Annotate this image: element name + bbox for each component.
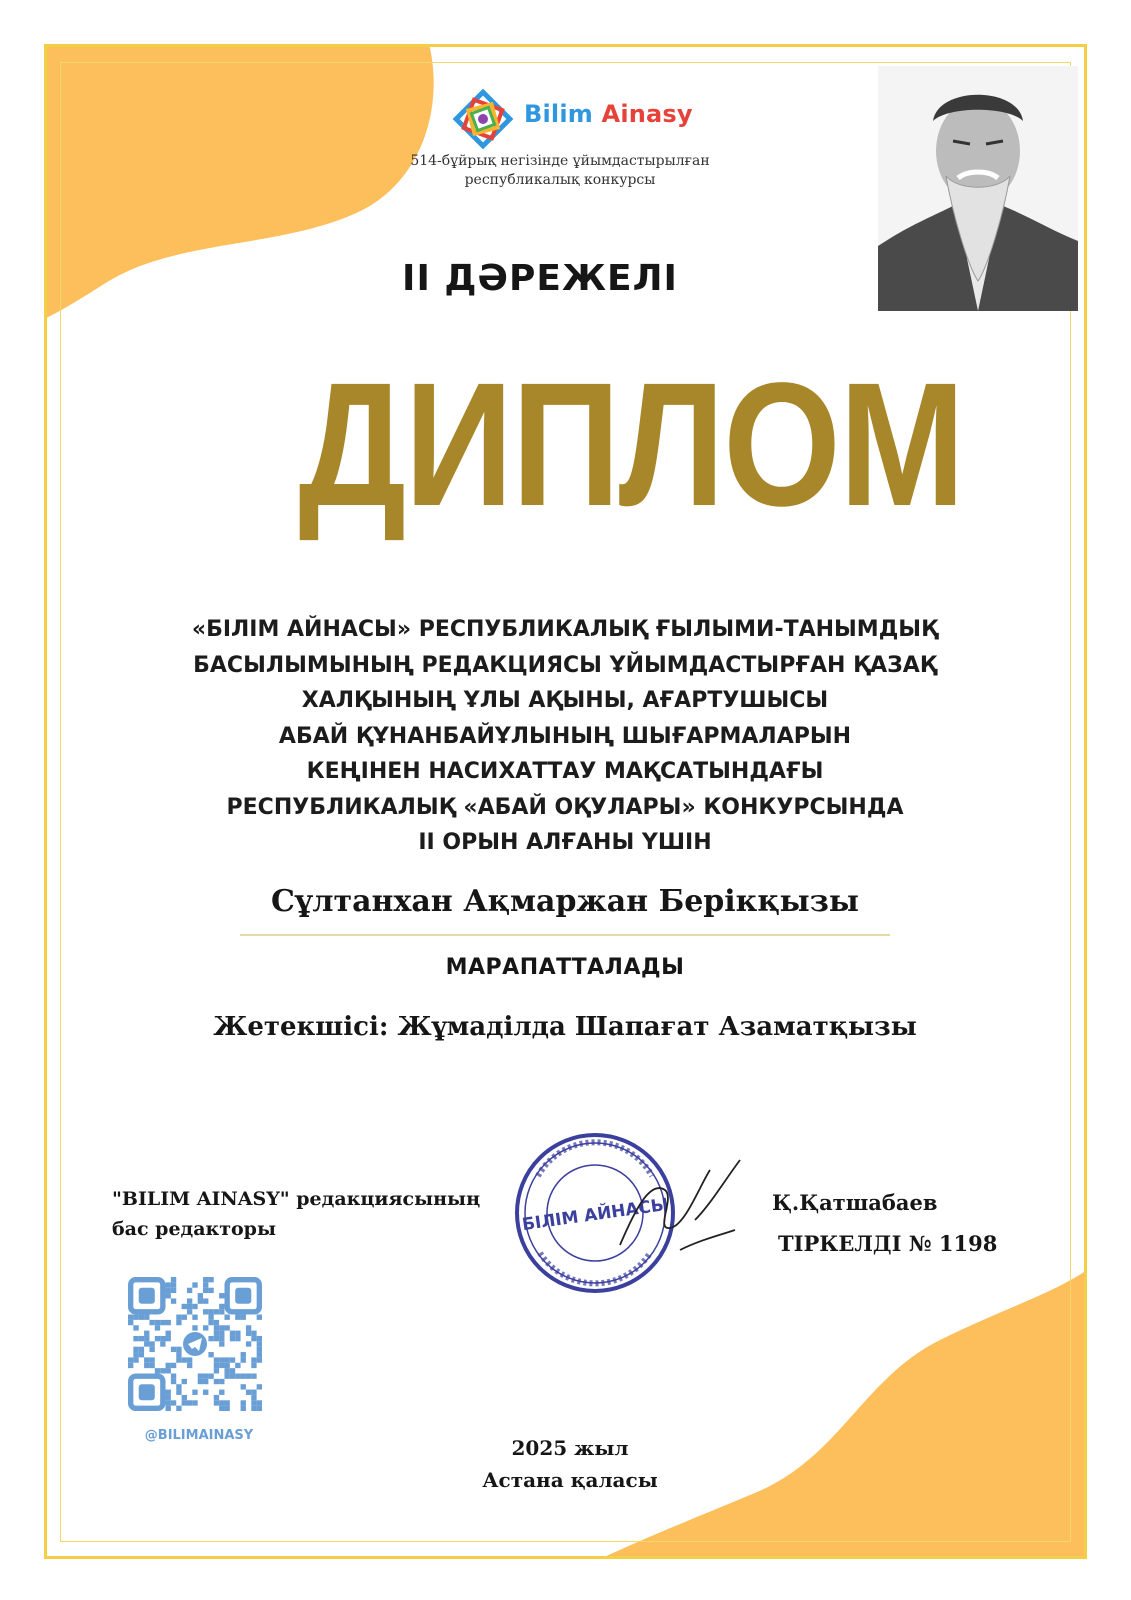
award-reason-line: АБАЙ ҚҰНАНБАЙҰЛЫНЫҢ ШЫҒАРМАЛАРЫН [278, 723, 852, 749]
stamp-text: БІЛІМ АЙНАСЫ [520, 1194, 670, 1236]
issue-info [430, 1432, 710, 1496]
social-handle[interactable]: @BILIMAINASY [144, 1428, 254, 1443]
brand-logo [452, 88, 693, 148]
subtitle-line-2: республикалық конкурсы [464, 172, 656, 188]
award-reason-line: «БІЛІМ АЙНАСЫ» РЕСПУБЛИКАЛЫҚ ҒЫЛЫМИ-ТАНЫМДЫҚ [191, 617, 939, 642]
handwritten-signature [610, 1150, 750, 1260]
brand-name-part2: Ainasy [601, 100, 693, 128]
contest-subtitle [380, 152, 740, 190]
brand-logo-icon [452, 88, 514, 150]
registration-number: ТІРКЕЛДІ № 1198 [778, 1231, 998, 1256]
signer-name: Қ.Қатшабаев [772, 1190, 938, 1215]
award-reason [110, 612, 1020, 861]
award-reason-line: БАСЫЛЫМЫНЫҢ РЕДАКЦИЯСЫ ҰЙЫМДАСТЫРҒАН ҚАЗАҚ [193, 652, 937, 678]
recipient-underline [240, 934, 890, 936]
awarded-label: МАРАПАТТАЛАДЫ [445, 955, 685, 980]
award-reason-line: РЕСПУБЛИКАЛЫҚ «АБАЙ ОҚУЛАРЫ» КОНКУРСЫНДА [226, 794, 904, 820]
brand-name [524, 100, 693, 128]
issue-year: 2025 жыл [511, 1436, 629, 1460]
recipient-name: Сұлтанхан Ақмаржан Берікқызы [271, 884, 859, 919]
degree-heading: ІІ ДӘРЕЖЕЛІ [402, 258, 678, 299]
editor-title-line-1: "BILIM AINASY" редакциясының [112, 1188, 481, 1210]
issue-city: Астана қаласы [482, 1468, 658, 1492]
qr-code[interactable] [128, 1277, 262, 1411]
brand-name-part1: Bilim [524, 100, 593, 128]
award-reason-line: ІІ ОРЫН АЛҒАНЫ ҮШІН [418, 830, 712, 855]
diploma-title: ДИПЛОМ [298, 347, 964, 543]
editor-title-line-2: бас редакторы [112, 1218, 277, 1240]
subtitle-line-1: 514-бұйрық негізінде ұйымдастырылған [410, 153, 710, 169]
portrait-image [878, 66, 1078, 311]
award-reason-line: ХАЛҚЫНЫҢ ҰЛЫ АҚЫНЫ, АҒАРТУШЫСЫ [301, 688, 829, 713]
editor-title [112, 1184, 532, 1244]
award-reason-line: КЕҢІНЕН НАСИХАТТАУ МАҚСАТЫНДАҒЫ [306, 759, 824, 784]
supervisor-line: Жетекшісі: Жұмаділда Шапағат Азаматқызы [213, 1012, 917, 1042]
